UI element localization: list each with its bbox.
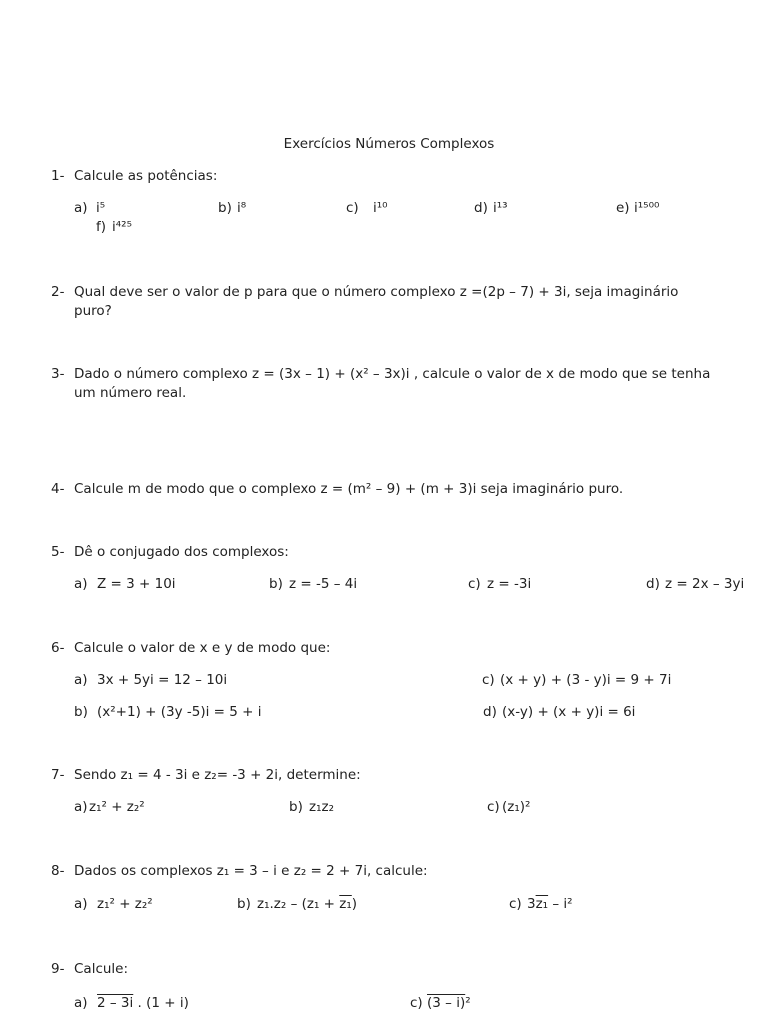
- q5-item-a-label: a): [74, 576, 88, 592]
- q9-item-c-expr: (3 – i)²: [427, 995, 471, 1011]
- q9-a-conjugate: 2 – 3i: [97, 995, 134, 1011]
- question-3-text-line-1: Dado o número complexo z = (3x – 1) + (x² – 3x)i , calcule o valor de x de modo que se tenha: [74, 366, 711, 382]
- q1-item-c-label: c): [346, 200, 359, 216]
- question-2-text-line-1: Qual deve ser o valor de p para que o número complexo z =(2p – 7) + 3i, seja imaginário: [74, 284, 679, 300]
- q6-item-d-label: d): [483, 704, 497, 720]
- question-6-number: 6-: [51, 640, 65, 656]
- q6-item-c-label: c): [482, 672, 495, 688]
- q1-item-f-label: f): [96, 219, 107, 235]
- question-9-number: 9-: [51, 961, 65, 977]
- q5-item-b-expr: z = -5 – 4i: [289, 576, 358, 592]
- q8-item-c-expr: 3z₁ – i²: [527, 896, 573, 912]
- question-4-number: 4-: [51, 481, 65, 497]
- question-5-number: 5-: [51, 544, 65, 560]
- q6-item-b-expr: (x²+1) + (3y -5)i = 5 + i: [97, 704, 262, 720]
- q5-item-b-label: b): [269, 576, 283, 592]
- q1-item-d-label: d): [474, 200, 488, 216]
- q7-item-c-label: c): [487, 799, 500, 815]
- q6-item-a-expr: 3x + 5yi = 12 – 10i: [97, 672, 228, 688]
- q1-item-e-expr: i¹⁵⁰⁰: [634, 200, 660, 216]
- q5-item-c-label: c): [468, 576, 481, 592]
- q7-item-c-expr: (z₁)²: [502, 799, 531, 815]
- question-2-text-line-2: puro?: [74, 303, 112, 319]
- q8-item-b-label: b): [237, 896, 251, 912]
- q8-item-a-label: a): [74, 896, 88, 912]
- question-7-text: Sendo z₁ = 4 - 3i e z₂= -3 + 2i, determine:: [74, 767, 361, 783]
- question-2-number: 2-: [51, 284, 65, 300]
- q1-item-a-label: a): [74, 200, 88, 216]
- q7-item-b-expr: z₁z₂: [309, 799, 334, 815]
- q5-item-a-expr: Z = 3 + 10i: [97, 576, 176, 592]
- q5-item-c-expr: z = -3i: [487, 576, 532, 592]
- q5-item-d-expr: z = 2x – 3yi: [665, 576, 745, 592]
- q8-item-c-label: c): [509, 896, 522, 912]
- question-3-number: 3-: [51, 366, 65, 382]
- q7-item-b-label: b): [289, 799, 303, 815]
- q8-b-conjugate: z₁: [339, 896, 352, 912]
- question-3-text-line-2: um número real.: [74, 385, 187, 401]
- question-7-number: 7-: [51, 767, 65, 783]
- q6-item-c-expr: (x + y) + (3 - y)i = 9 + 7i: [500, 672, 672, 688]
- question-1-text: Calcule as potências:: [74, 168, 218, 184]
- question-4-text: Calcule m de modo que o complexo z = (m² – 9) + (m + 3)i seja imaginário puro.: [74, 481, 624, 497]
- question-6-text: Calcule o valor de x e y de modo que:: [74, 640, 331, 656]
- q9-item-a-expr: 2 – 3i . (1 + i): [97, 995, 189, 1011]
- q6-item-a-label: a): [74, 672, 88, 688]
- q1-item-f-expr: i⁴²⁵: [112, 219, 132, 235]
- q9-item-c-label: c): [410, 995, 423, 1011]
- q7-item-a-label: a): [74, 799, 88, 815]
- question-1-number: 1-: [51, 168, 65, 184]
- q7-item-a-expr: z₁² + z₂²: [89, 799, 145, 815]
- q1-item-c-expr: i¹⁰: [373, 200, 388, 216]
- q1-item-a-expr: i⁵: [96, 200, 106, 216]
- page-title: Exercícios Números Complexos: [283, 136, 495, 152]
- q9-c-conjugate: (3 – i): [427, 995, 466, 1011]
- question-8-number: 8-: [51, 863, 65, 879]
- question-9-text: Calcule:: [74, 961, 129, 977]
- q5-item-d-label: d): [646, 576, 660, 592]
- q1-item-b-expr: i⁸: [237, 200, 247, 216]
- q1-item-e-label: e): [616, 200, 630, 216]
- q6-item-b-label: b): [74, 704, 88, 720]
- q8-item-b-expr: z₁.z₂ – (z₁ + z₁): [257, 896, 358, 912]
- q1-item-b-label: b): [218, 200, 232, 216]
- q9-item-a-label: a): [74, 995, 88, 1011]
- q8-c-conjugate: z₁: [535, 896, 549, 912]
- question-5-text: Dê o conjugado dos complexos:: [74, 544, 289, 560]
- question-8-text: Dados os complexos z₁ = 3 – i e z₂ = 2 + 7i, calcule:: [74, 863, 428, 879]
- q6-item-d-expr: (x-y) + (x + y)i = 6i: [502, 704, 636, 720]
- q1-item-d-expr: i¹³: [493, 200, 508, 216]
- q8-item-a-expr: z₁² + z₂²: [97, 896, 153, 912]
